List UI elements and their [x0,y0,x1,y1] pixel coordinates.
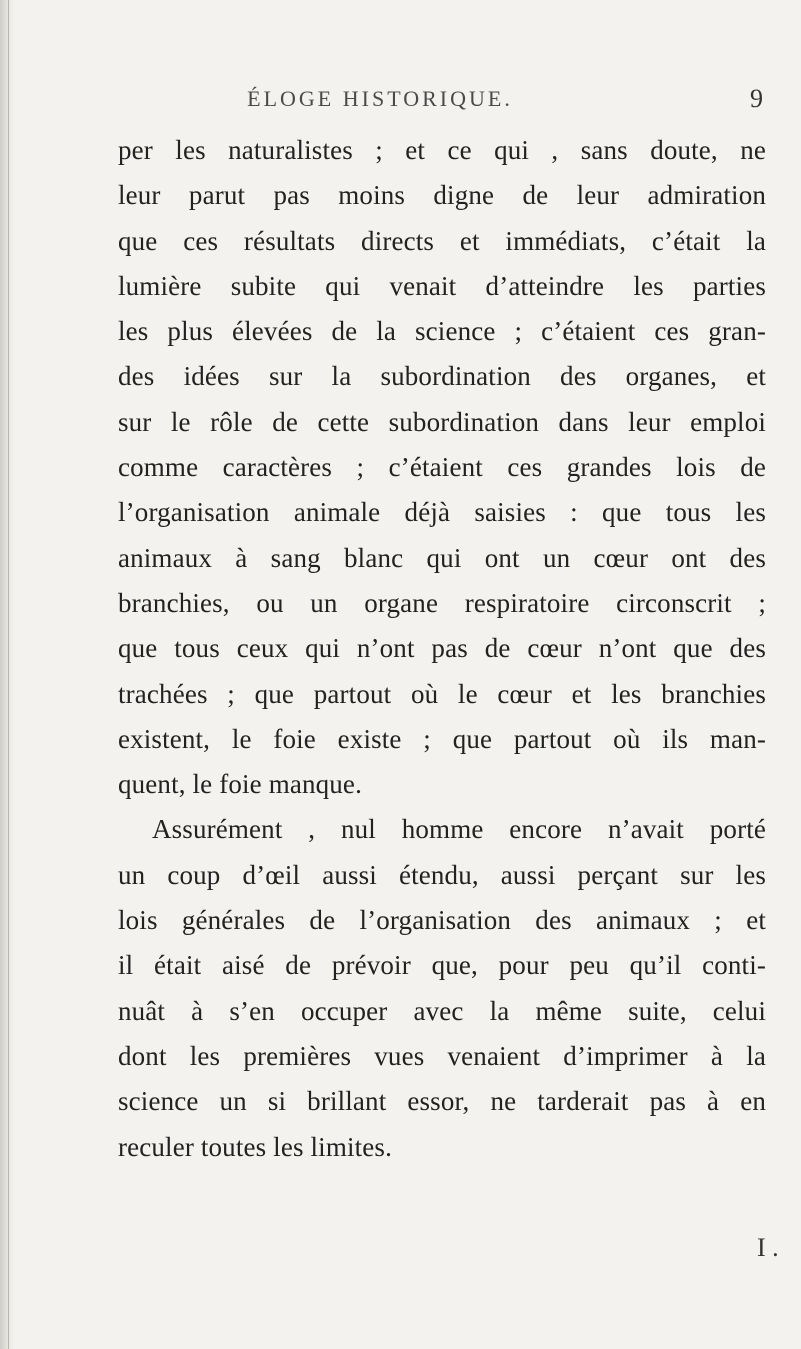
body-text [118,128,766,1170]
running-head-title: ÉLOGE HISTORIQUE. [247,86,513,111]
text-line: des idées sur la subordination des organes, et [118,361,766,392]
text-line: trachées ; que partout où le cœur et les branchies [118,678,766,709]
text-line: que tous ceux qui n’ont pas de cœur n’ont que des [118,633,766,664]
binding-edge [8,0,9,1349]
binding-shadow [0,0,14,1349]
paragraph-end-line: reculer toutes les limites. [118,1131,392,1162]
paragraph-end-line: quent, le foie manque. [118,769,362,800]
running-head [0,84,801,114]
text-line: leur parut pas moins digne de leur admiration [118,180,766,211]
text-line: science un si brillant essor, ne tarderait pas à en [118,1086,766,1117]
text-line: un coup d’œil aussi étendu, aussi perçant sur les [118,859,766,890]
text-line: per les naturalistes ; et ce qui , sans doute, ne [118,135,766,165]
text-line: il était aisé de prévoir que, pour peu qu’il conti- [118,950,766,981]
text-line: nuât à s’en occuper avec la même suite, celui [118,995,766,1026]
text-line: comme caractères ; c’étaient ces grandes lois de [118,452,766,483]
text-line: lumière subite qui venait d’atteindre les parties [118,270,766,301]
text-line: sur le rôle de cette subordination dans leur emploi [118,406,766,437]
text-line: dont les premières vues venaient d’imprimer à la [118,1040,766,1071]
text-line: que ces résultats directs et immédiats, c’était la [118,225,766,256]
text-line: les plus élevées de la science ; c’étaient ces gran- [118,316,766,347]
signature-mark: I . [757,1233,779,1262]
text-line: animaux à sang blanc qui ont un cœur ont des [118,542,766,573]
page-number: 9 [750,84,763,113]
paragraph-start-line: Assurément , nul homme encore n’avait porté [152,814,766,845]
text-line: lois générales de l’organisation des animaux ; et [118,905,766,936]
text-line: existent, le foie existe ; que partout où ils man- [118,723,766,754]
text-line: branchies, ou un organe respiratoire circonscrit ; [118,587,766,618]
text-line: l’organisation animale déjà saisies : que tous les [118,497,766,528]
